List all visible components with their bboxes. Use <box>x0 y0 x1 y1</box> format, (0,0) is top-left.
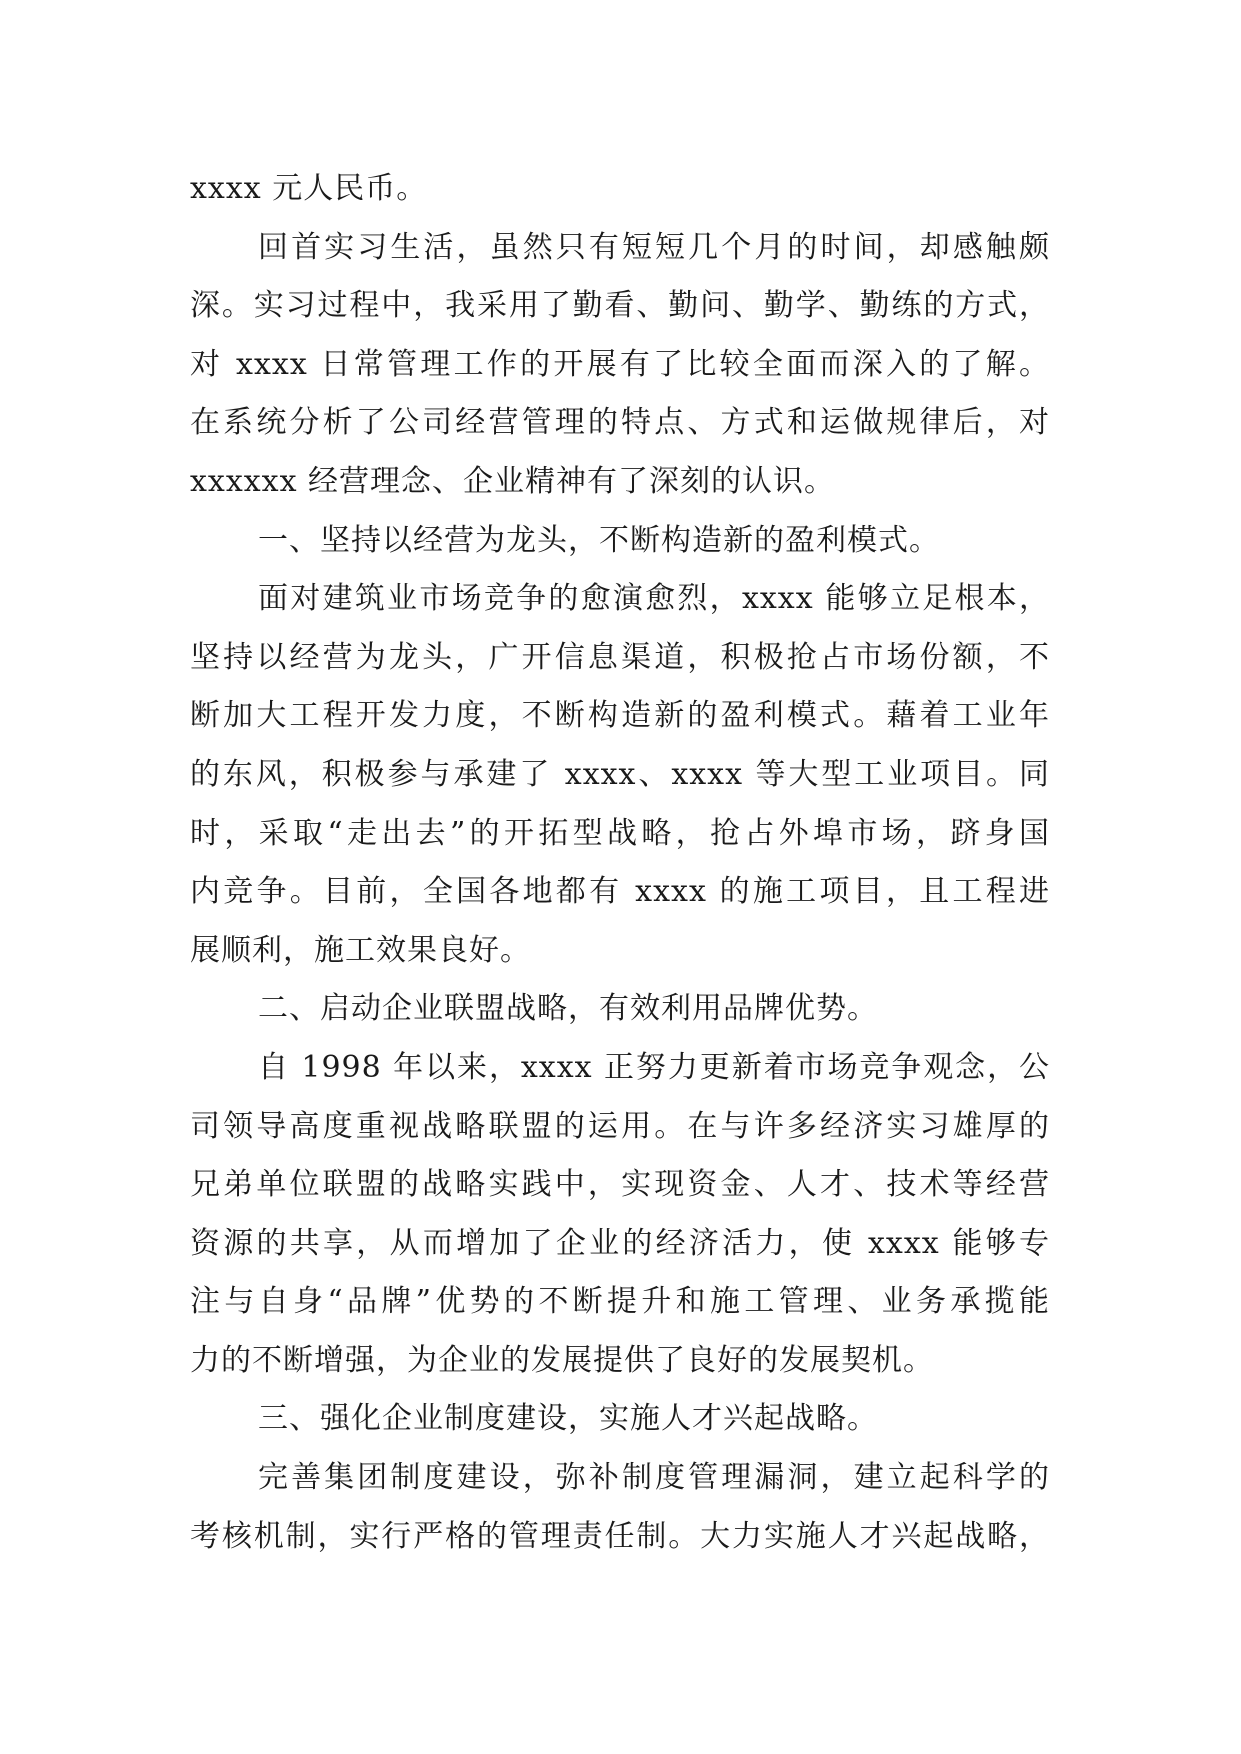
text-line: 完善集团制度建设，弥补制度管理漏洞，建立起科学的 <box>258 1460 1050 1496</box>
section-heading: 一、坚持以经营为龙头，不断构造新的盈利模式。 <box>258 522 940 558</box>
text-line: 断加大工程开发力度，不断构造新的盈利模式。藉着工业年 <box>190 698 1050 734</box>
text-line: 在系统分析了公司经营管理的特点、方式和运做规律后，对 <box>190 405 1050 441</box>
text-line: 司领导高度重视战略联盟的运用。在与许多经济实习雄厚的 <box>190 1108 1050 1144</box>
text-line: 深。实习过程中，我采用了勤看、勤问、勤学、勤练的方式， <box>190 288 1050 324</box>
text-line: 自 1998 年以来，xxxx 正努力更新着市场竞争观念，公 <box>258 1049 1050 1085</box>
text-line: 注与自身“品牌”优势的不断提升和施工管理、业务承揽能 <box>190 1284 1050 1320</box>
text-line: 力的不断增强，为企业的发展提供了良好的发展契机。 <box>190 1342 934 1378</box>
text-line: 内竞争。目前，全国各地都有 xxxx 的施工项目，且工程进 <box>190 874 1050 910</box>
text-line: 资源的共享，从而增加了企业的经济活力，使 xxxx 能够专 <box>190 1225 1050 1261</box>
text-line: 的东风，积极参与承建了 xxxx、xxxx 等大型工业项目。同 <box>190 756 1050 792</box>
text-line: 考核机制，实行严格的管理责任制。大力实施人才兴起战略， <box>190 1518 1050 1554</box>
text-line: 时，采取“走出去”的开拓型战略，抢占外埠市场，跻身国 <box>190 815 1050 851</box>
text-line: 兄弟单位联盟的战略实践中，实现资金、人才、技术等经营 <box>190 1167 1050 1203</box>
text-line: 展顺利，施工效果良好。 <box>190 932 531 968</box>
section-heading: 三、强化企业制度建设，实施人才兴起战略。 <box>258 1401 878 1437</box>
body-text <box>190 160 1050 1566</box>
section-heading: 二、启动企业联盟战略，有效利用品牌优势。 <box>258 991 878 1027</box>
text-line: 面对建筑业市场竞争的愈演愈烈，xxxx 能够立足根本， <box>258 581 1050 617</box>
text-line: 对 xxxx 日常管理工作的开展有了比较全面而深入的了解。 <box>190 346 1050 382</box>
text-line: xxxx 元人民币。 <box>190 171 428 206</box>
text-line: 回首实习生活，虽然只有短短几个月的时间，却感触颇 <box>258 229 1050 265</box>
text-line: 坚持以经营为龙头，广开信息渠道，积极抢占市场份额，不 <box>190 639 1050 675</box>
text-line: xxxxxx 经营理念、企业精神有了深刻的认识。 <box>190 463 836 499</box>
